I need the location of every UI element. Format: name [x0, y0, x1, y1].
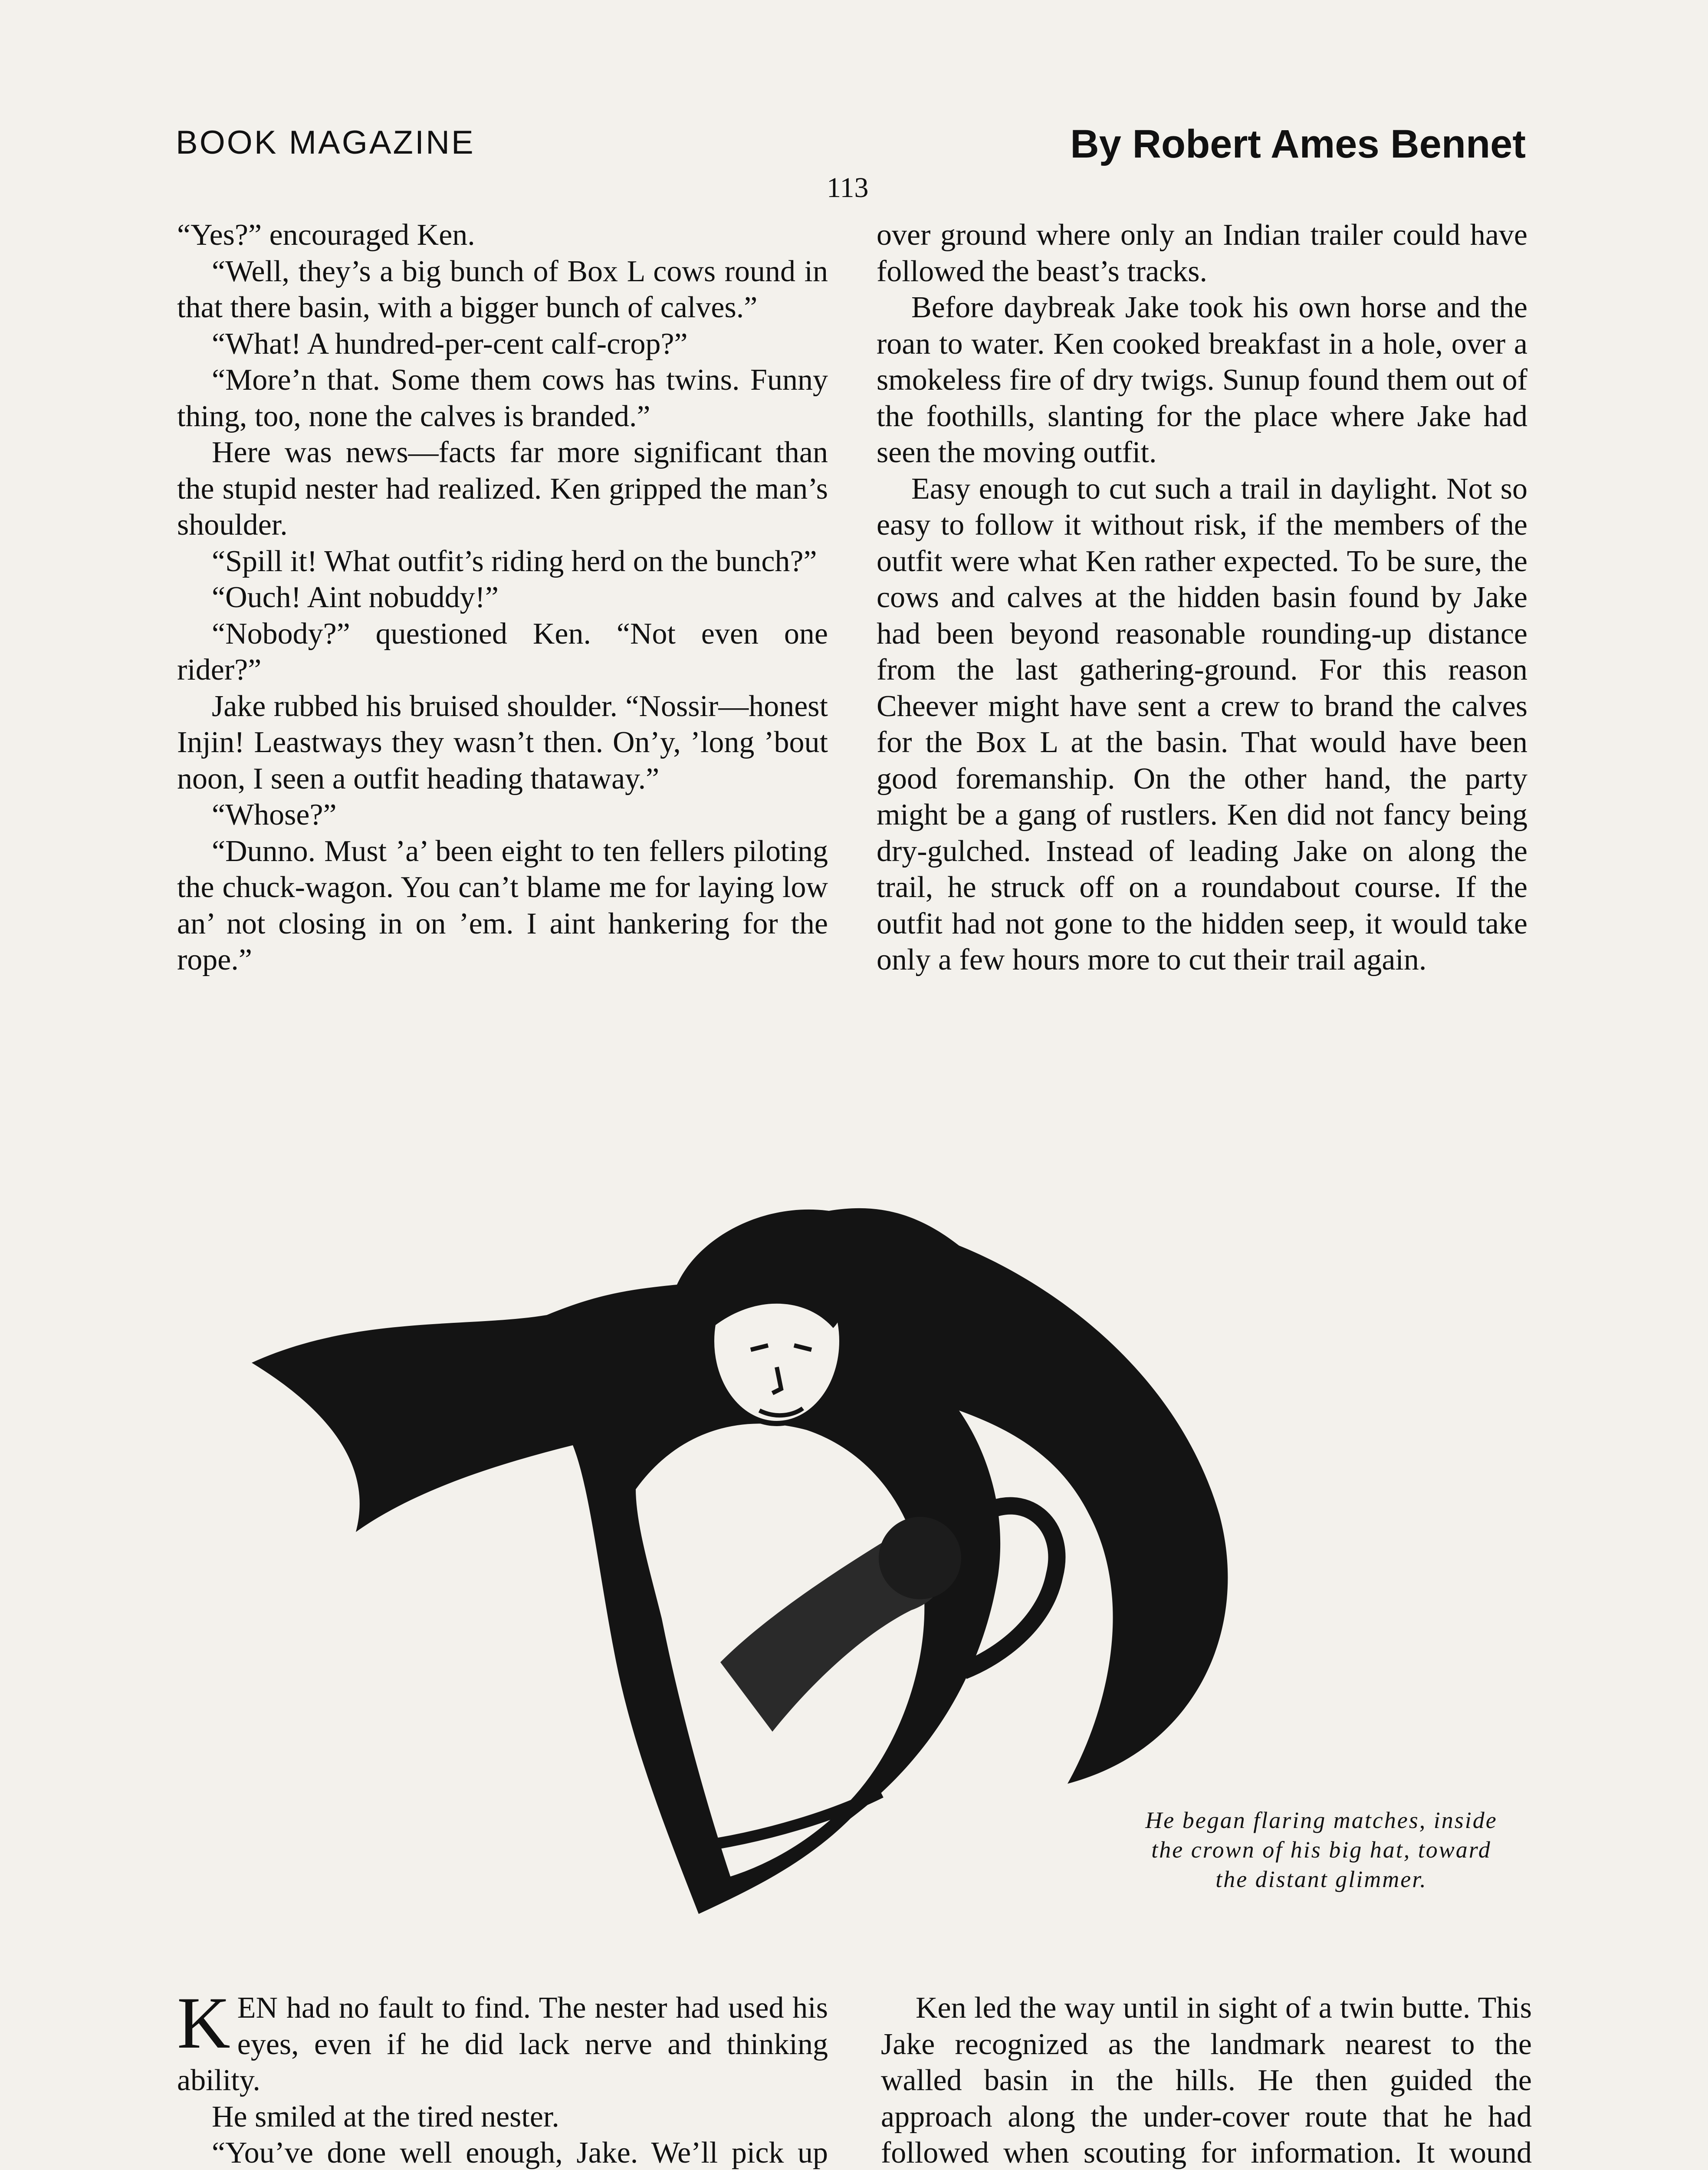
paragraph: Jake rubbed his bruised shoulder. “Nossir—honest Injin! Leastways they wasn’t then. On’y, ’long ’bout noon, I seen a outfit heading thataway.”	[177, 689, 828, 796]
figure-hand	[879, 1517, 961, 1599]
paragraph: “Whose?”	[212, 798, 337, 832]
bottom-left-column	[177, 1982, 828, 2170]
paragraph: Here was news—facts far more significant than the stupid nester had realized. Ken gripped the man’s shoulder.	[177, 436, 828, 542]
paragraph: He smiled at the tired nester.	[212, 2100, 559, 2134]
page-number: 113	[827, 172, 869, 204]
opening-text: EN had no fault to find. The nester had used his eyes, even if he did lack nerve and thinking ability.	[177, 1991, 828, 2097]
bottom-right-column	[881, 1990, 1532, 2170]
magazine-title: BOOK MAGAZINE	[176, 124, 475, 161]
paragraph: “Spill it! What outfit’s riding herd on the bunch?”	[212, 544, 817, 578]
paragraph: Before daybreak Jake took his own horse and the roan to water. Ken cooked breakfast in a hole, over a smokeless fire of dry twigs. Sunup found them out of the foothills, slanting for the place where Jake had seen the moving outfit.	[877, 291, 1527, 469]
illustration-caption: He began flaring matches, inside the crown of his big hat, toward the distant glimmer.	[1145, 1807, 1498, 1892]
author-byline: By Robert Ames Bennet	[1070, 122, 1526, 166]
paragraph: Ken led the way until in sight of a twin butte. This Jake recognized as the landmark nearest to the walled basin in the hills. He then guided the approach along the under-cover route that he had followed when scouting for information. It wound	[881, 1991, 1532, 2170]
paragraph: “What! A hundred-per-cent calf-crop?”	[212, 327, 688, 361]
paragraph: “Well, they’s a big bunch of Box L cows round in that there basin, with a bigger bunch of calves.”	[177, 254, 828, 324]
paragraph: over ground where only an Indian trailer could have followed the beast’s tracks.	[877, 218, 1527, 288]
paragraph: “Dunno. Must ’a’ been eight to ten fellers piloting the chuck-wagon. You can’t blame me for laying low an’ not closing in on ’em. I aint hankering for the rope.”	[177, 834, 828, 976]
paragraph: “More’n that. Some them cows has twins. Funny thing, too, none the calves is branded.”	[177, 363, 828, 433]
top-right-column	[877, 217, 1527, 978]
paragraph: “Yes?” encouraged Ken.	[177, 218, 475, 252]
opening-paragraph	[177, 1982, 828, 2099]
paragraph: “Ouch! Aint nobuddy!”	[212, 581, 499, 614]
top-left-column	[177, 217, 828, 978]
paragraph: Easy enough to cut such a trail in daylight. Not so easy to follow it without risk, if the members of the outfit were what Ken rather expected. To be sure, the cows and calves at the hidden basin found by Jake had been beyond reasonable rounding-up distance from the last gathering-ground. For this reason Cheever might have sent a crew to brand the calves for the Box L at the basin. That would have been good foremanship. On the other hand, the party might be a gang of rustlers. Ken did not fancy being dry-gulched. Instead of leading Jake on along the trail, he struck off on a roundabout course. If the outfit had not gone to the hidden seep, it would take only a few hours more to cut their trail again.	[877, 472, 1527, 976]
paragraph: “Nobody?” questioned Ken. “Not even one rider?”	[177, 617, 828, 687]
drop-cap: K	[177, 1982, 230, 2064]
paragraph: “You’ve done well enough, Jake. We’ll pick up	[212, 2136, 828, 2170]
